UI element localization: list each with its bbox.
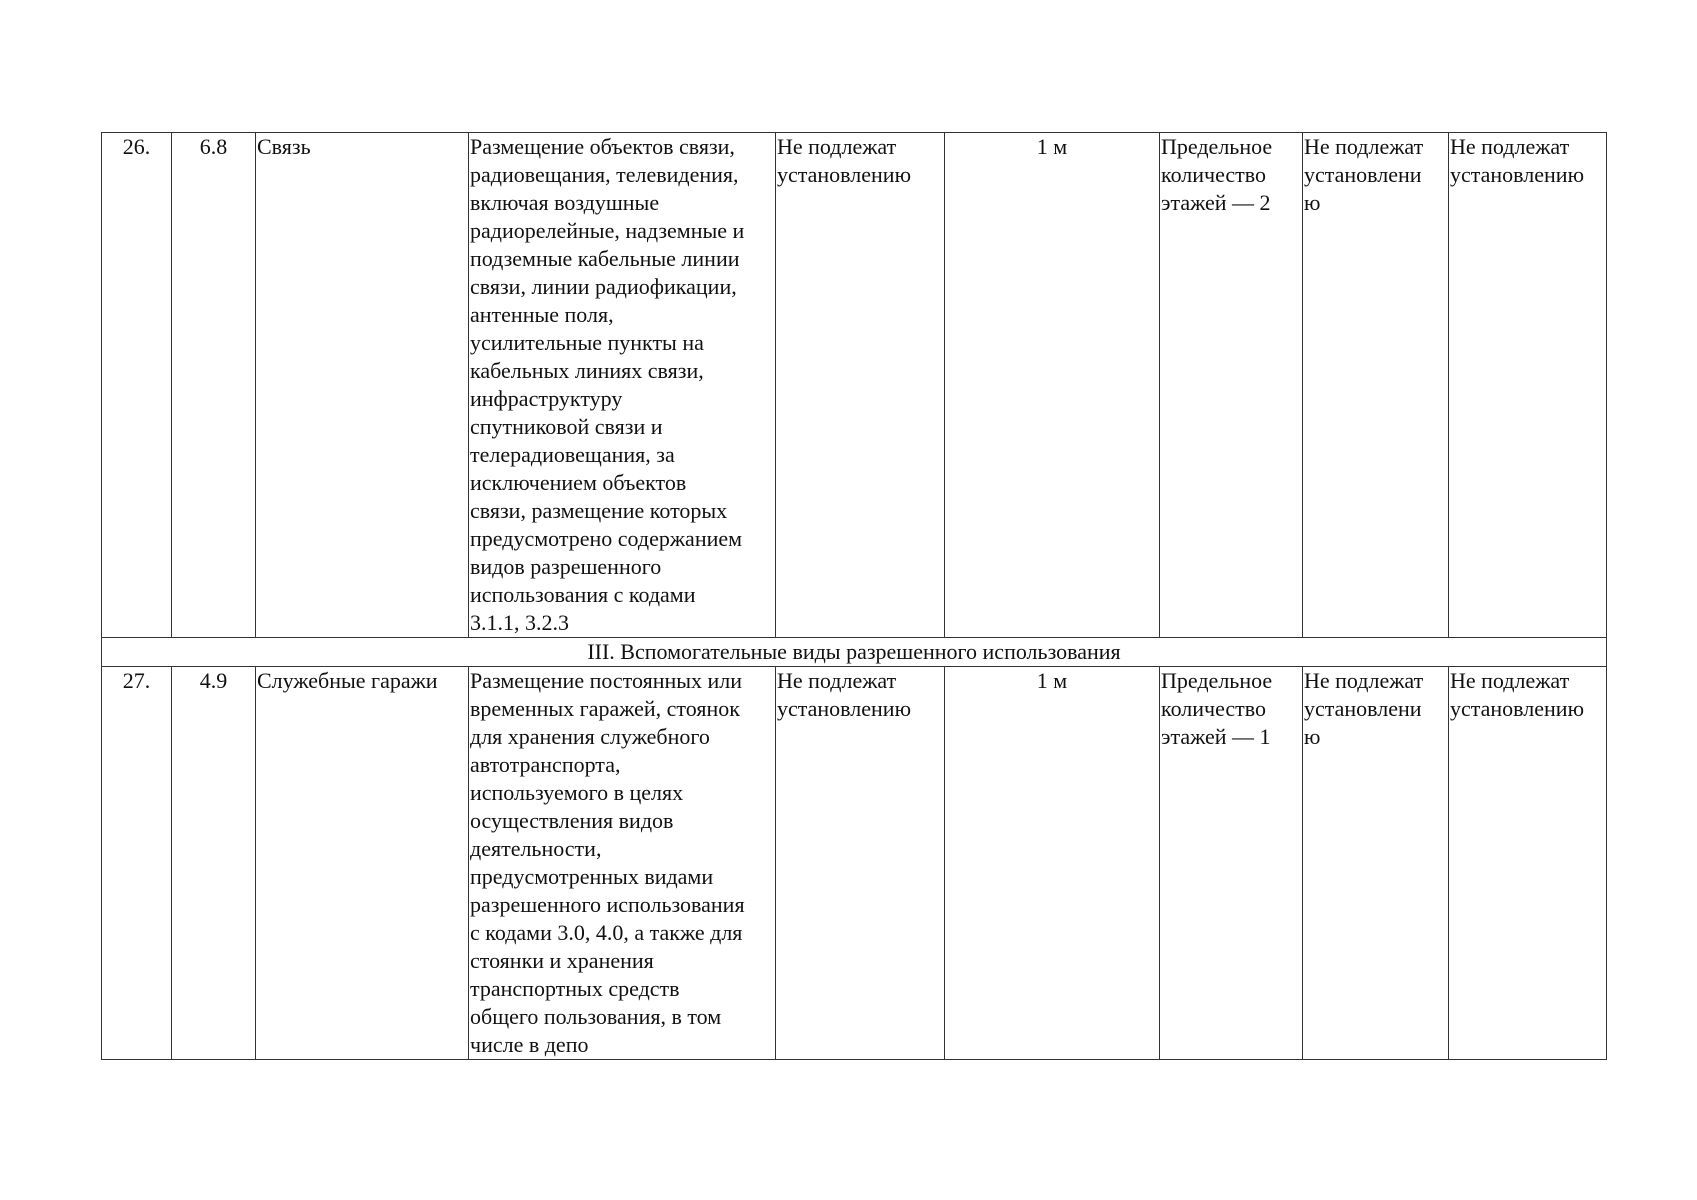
use-code: 6.8	[172, 133, 256, 638]
parameter-cell: Не подлежат установлению	[1449, 133, 1607, 638]
use-description: Размещение постоянных или временных гаражей, стоянок для хранения служебного автотранспорта, используемого в целях осуществления видов деятельности, предусмотренных видами разрешенного использования с кодами 3.0, 4.0, а также для стоянки и хранения транспортных средств общего пользования, в том числе в депо	[469, 667, 776, 1060]
parameter-cell: Не подлежат установлени ю	[1303, 667, 1449, 1060]
parameter-cell: Не подлежат установлению	[776, 133, 945, 638]
row-number: 26.	[102, 133, 172, 638]
table-row	[102, 667, 1607, 1060]
parameter-cell: Не подлежат установлению	[1449, 667, 1607, 1060]
use-name: Связь	[256, 133, 469, 638]
section-header-row	[102, 638, 1607, 667]
land-use-table	[101, 132, 1607, 1060]
use-name: Служебные гаражи	[256, 667, 469, 1060]
parameter-cell: Не подлежат установлени ю	[1303, 133, 1449, 638]
setback-cell: 1 м	[945, 133, 1160, 638]
use-description: Размещение объектов связи, радиовещания, телевидения, включая воздушные радиорелейные, надземные и подземные кабельные линии связи, линии радиофикации, антенные поля, усилительные пункты на кабельных линиях связи, инфраструктуру спутниковой связи и телерадиовещания, за исключением объектов связи, размещение которых предусмотрено содержанием видов разрешенного использования с кодами 3.1.1, 3.2.3	[469, 133, 776, 638]
section-title: III. Вспомогательные виды разрешенного использования	[102, 638, 1607, 667]
floors-limit-cell: Предельное количество этажей — 2	[1160, 133, 1303, 638]
floors-limit-cell: Предельное количество этажей — 1	[1160, 667, 1303, 1060]
use-code: 4.9	[172, 667, 256, 1060]
row-number: 27.	[102, 667, 172, 1060]
parameter-cell: Не подлежат установлению	[776, 667, 945, 1060]
table-row	[102, 133, 1607, 638]
setback-cell: 1 м	[945, 667, 1160, 1060]
